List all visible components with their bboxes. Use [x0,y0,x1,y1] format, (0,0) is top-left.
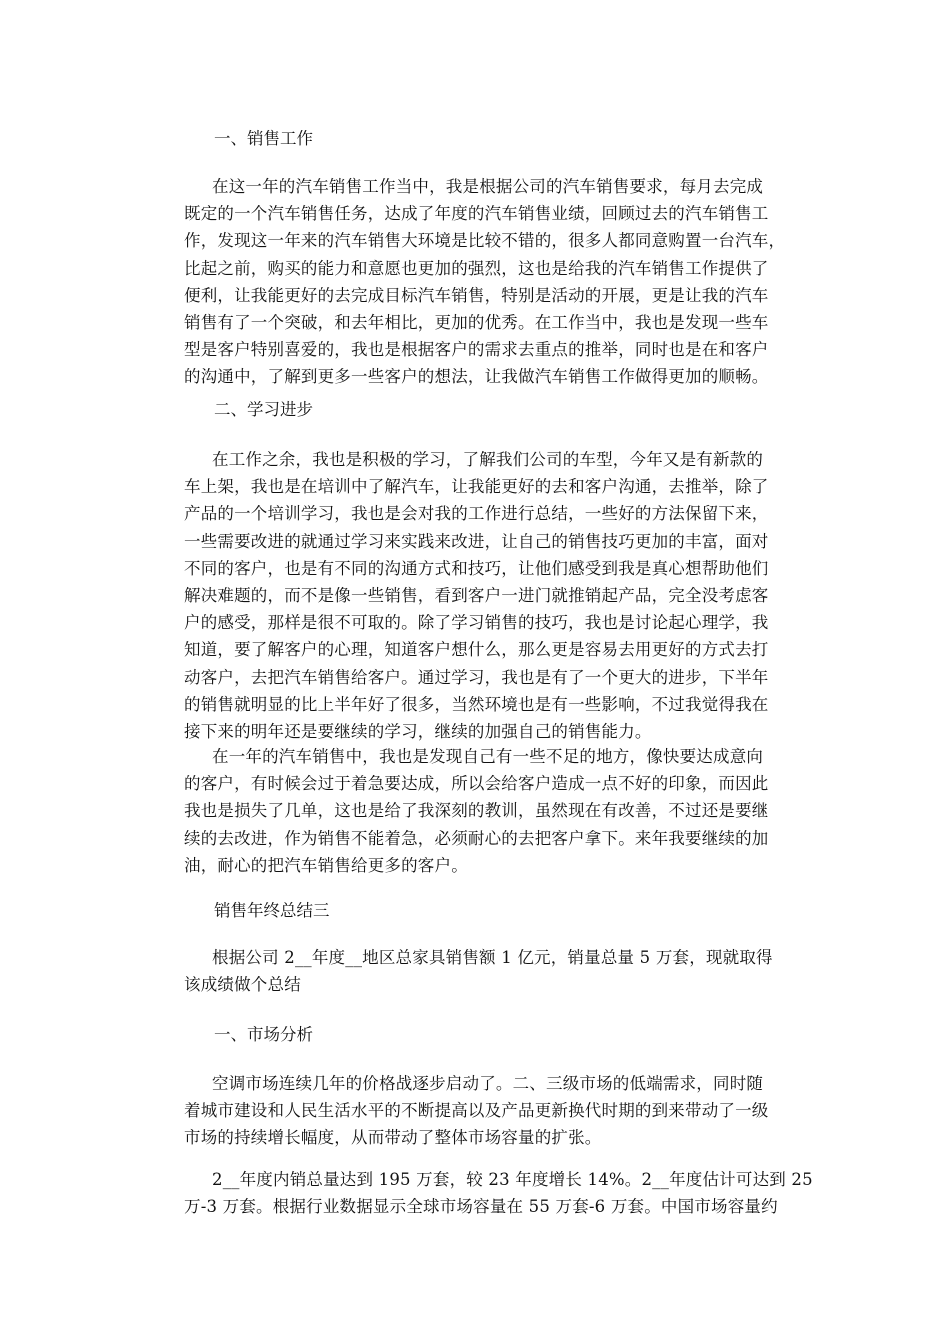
text-line: 续的去改进，作为销售不能着急，必须耐心的去把客户拿下。来年我要继续的加 [184,828,769,848]
text-line: 比起之前，购买的能力和意愿也更加的强烈，这也是给我的汽车销售工作提供了 [184,258,769,278]
text-line: 便利，让我能更好的去完成目标汽车销售，特别是活动的开展，更是让我的汽车 [184,285,769,305]
text-line: 知道，要了解客户的心理，知道客户想什么，那么更是容易去用更好的方式去打 [184,640,769,660]
text-line: 车上架，我也是在培训中了解汽车，让我能更好的去和客户沟通，去推举，除了 [184,477,769,497]
text-line: 空调市场连续几年的价格战逐步启动了。二、三级市场的低端需求，同时随 [212,1074,764,1093]
text-line: 万-3 万套。根据行业数据显示全球市场容量在 55 万套-6 万套。中国市场容量约 [184,1197,778,1217]
text-line: 在这一年的汽车销售工作当中，我是根据公司的汽车销售要求，每月去完成 [212,177,764,196]
paragraph-sales-volume [184,1166,813,1220]
text-line: 市场的持续增长幅度，从而带动了整体市场容量的扩张。 [184,1128,602,1148]
text-line: 产品的一个培训学习，我也是会对我的工作进行总结，一些好的方法保留下来， [184,504,769,524]
text-line: 的销售就明显的比上半年好了很多，当然环境也是有一些影响，不过我觉得我在 [184,694,769,714]
text-line: 该成绩做个总结 [184,975,301,995]
section-heading-market-analysis: 一、市场分析 [214,1025,313,1044]
paragraph-market-analysis [184,1070,774,1152]
section-heading-learning: 二、学习进步 [214,400,313,419]
text-line: 既定的一个汽车销售任务，达成了年度的汽车销售业绩，回顾过去的汽车销售工 [184,204,769,224]
text-line: 接下来的明年还是要继续的学习，继续的加强自己的销售能力。 [184,721,652,741]
text-line: 2__年度内销总量达到 195 万套，较 23 年度增长 14%。2__年度估计可达到 25 [212,1170,813,1189]
paragraph-shortcomings [184,743,774,879]
text-line: 一些需要改进的就通过学习来实践来改进，让自己的销售技巧更加的丰富，面对 [184,531,769,551]
text-line: 型是客户特别喜爱的，我也是根据客户的需求去重点的推举，同时也是在和客户 [184,340,769,360]
text-line: 的沟通中，了解到更多一些客户的想法，让我做汽车销售工作做得更加的顺畅。 [184,367,769,387]
text-line: 着城市建设和人民生活水平的不断提高以及产品更新换代时期的到来带动了一级 [184,1101,769,1121]
text-line: 在一年的汽车销售中，我也是发现自己有一些不足的地方，像快要达成意向 [212,747,764,766]
text-line: 我也是损失了几单，这也是给了我深刻的教训，虽然现在有改善，不过还是要继 [184,801,769,821]
paragraph-learning [184,446,774,745]
text-line: 解决难题的，而不是像一些销售，看到客户一进门就推销起产品，完全没考虑客 [184,585,769,605]
text-line: 在工作之余，我也是积极的学习，了解我们公司的车型，今年又是有新款的 [212,450,764,469]
text-line: 不同的客户，也是有不同的沟通方式和技巧，让他们感受到我是真心想帮助他们 [184,558,769,578]
text-line: 根据公司 2__年度__地区总家具销售额 1 亿元，销量总量 5 万套，现就取得 [212,948,773,967]
text-line: 销售有了一个突破，和去年相比，更加的优秀。在工作当中，我也是发现一些车 [184,312,769,332]
section-heading-sales-work: 一、销售工作 [214,129,313,148]
text-line: 户的感受，那样是很不可取的。除了学习销售的技巧，我也是讨论起心理学，我 [184,613,769,633]
paragraph-summary-intro [184,944,774,998]
paragraph-sales-work [184,173,786,391]
text-line: 油，耐心的把汽车销售给更多的客户。 [184,855,468,875]
section-heading-summary-three: 销售年终总结三 [214,901,330,920]
text-line: 的客户，有时候会过于着急要达成，所以会给客户造成一点不好的印象，而因此 [184,774,769,794]
text-line: 作，发现这一年来的汽车销售大环境是比较不错的，很多人都同意购置一台汽车， [184,231,786,251]
text-line: 动客户，去把汽车销售给客户。通过学习，我也是有了一个更大的进步，下半年 [184,667,769,687]
